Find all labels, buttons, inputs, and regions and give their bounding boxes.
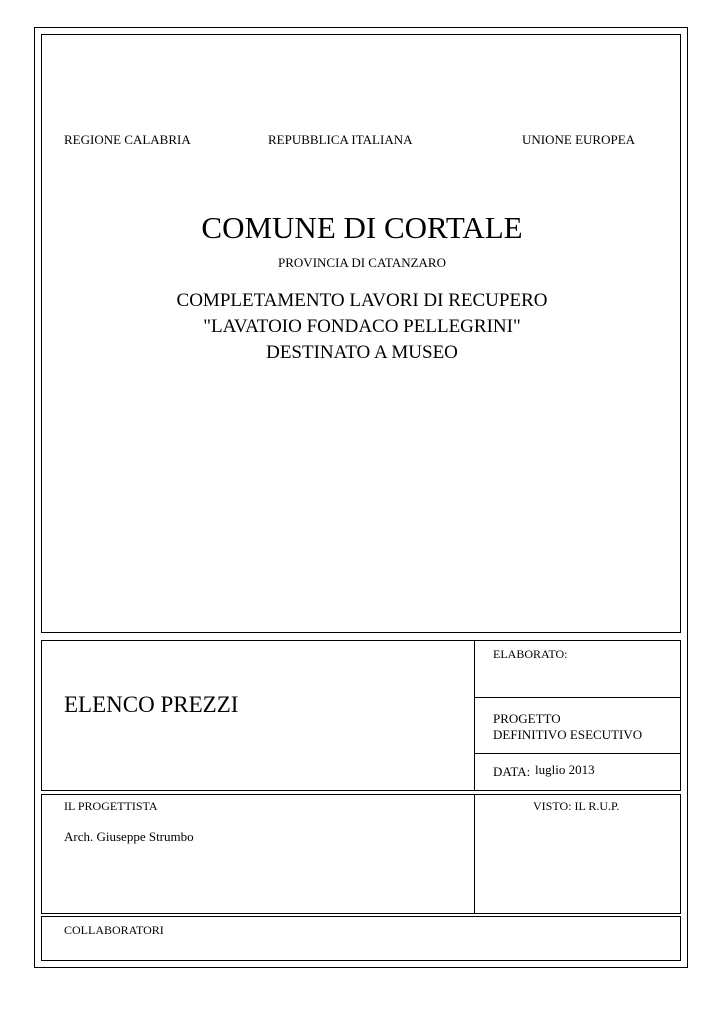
project-title-line-3: DESTINATO A MUSEO [266, 342, 458, 363]
provincia-subtitle: PROVINCIA DI CATANZARO [278, 255, 446, 270]
designer-name: Arch. Giuseppe Strumbo [64, 829, 194, 844]
header-republic: REPUBBLICA ITALIANA [268, 132, 413, 147]
rup-label: VISTO: IL R.U.P. [533, 799, 620, 813]
phase-line-1: PROGETTO [493, 711, 561, 726]
comune-title: COMUNE DI CORTALE [201, 210, 523, 245]
header-region: REGIONE CALABRIA [64, 132, 191, 147]
document-name: ELENCO PREZZI [64, 692, 239, 717]
date-value: luglio 2013 [535, 762, 595, 777]
header-union: UNIONE EUROPEA [522, 132, 636, 147]
designer-label: IL PROGETTISTA [64, 799, 158, 813]
project-title-line-2: "LAVATOIO FONDACO PELLEGRINI" [203, 316, 521, 337]
phase-line-2: DEFINITIVO ESECUTIVO [493, 727, 643, 742]
date-label: DATA: [493, 764, 531, 779]
project-title-line-1: COMPLETAMENTO LAVORI DI RECUPERO [176, 290, 548, 311]
collaborators-label: COLLABORATORI [64, 923, 164, 937]
elaborato-label: ELABORATO: [493, 647, 568, 661]
